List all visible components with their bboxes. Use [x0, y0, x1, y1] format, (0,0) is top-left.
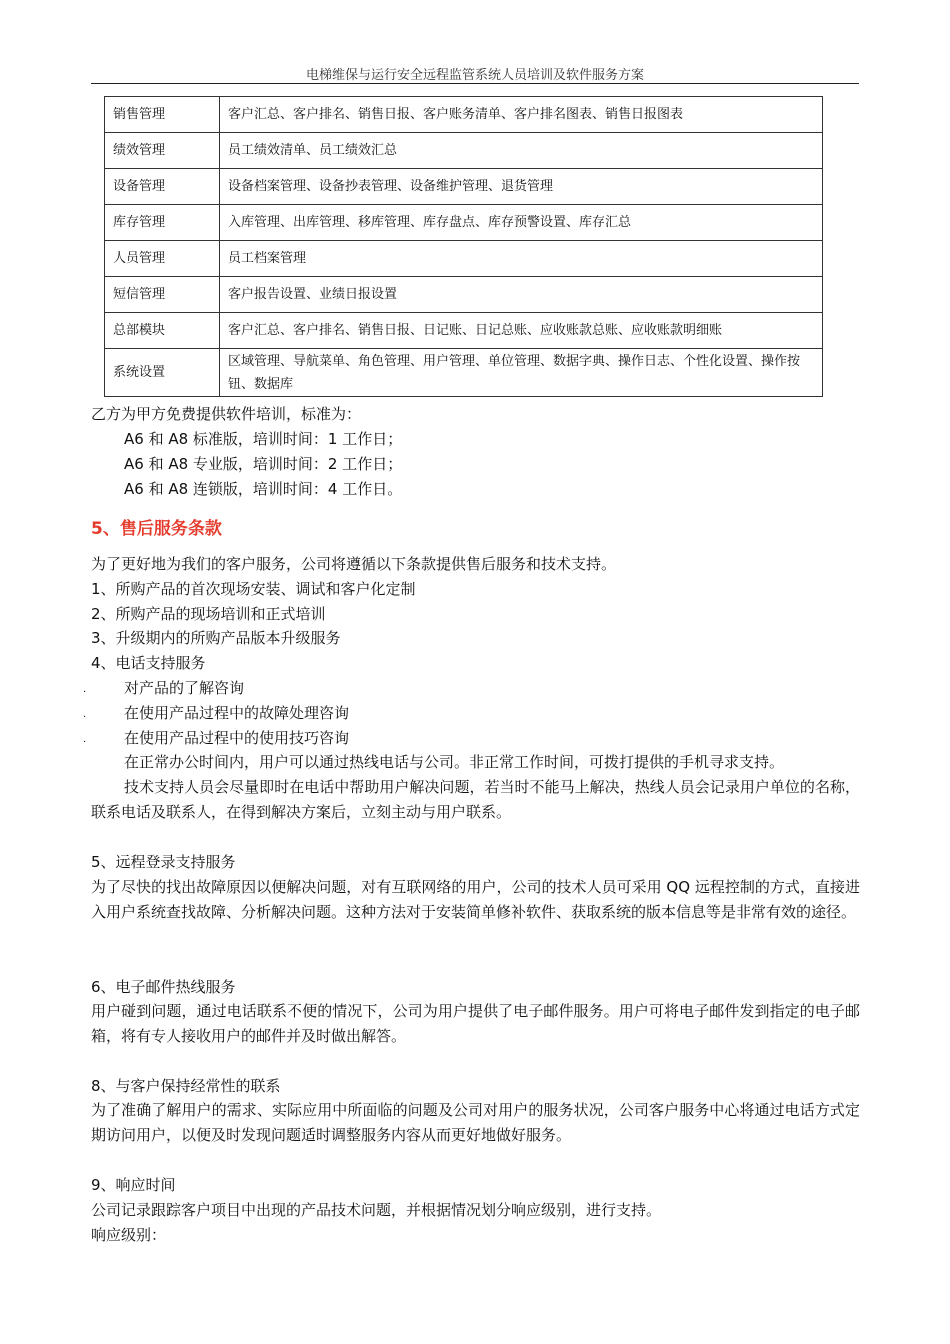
module-table	[104, 96, 823, 397]
list-item: 1、所购产品的首次现场安装、调试和客户化定制	[91, 580, 416, 598]
list-item: 4、电话支持服务	[91, 654, 206, 672]
email-body: 用户碰到问题，通过电话联系不便的情况下，公司为用户提供了电子邮件服务。用户可将电子邮件发到指定的电子邮箱，将有专人接收用户的邮件并及时做出解答。	[91, 1002, 860, 1045]
module-name: 总部模块	[105, 313, 220, 349]
section-heading: 5、售后服务条款	[91, 519, 222, 539]
table-row	[105, 277, 823, 313]
training-intro: 乙方为甲方免费提供软件培训，标准为：	[91, 405, 362, 423]
table-row	[105, 97, 823, 133]
module-name: 库存管理	[105, 205, 220, 241]
training-item: A6 和 A8 连锁版，培训时间：4 工作日。	[124, 480, 403, 498]
remote-body: 为了尽快的找出故障原因以便解决问题，对有互联网络的用户，公司的技术人员可采用 QQ 远程控制的方式，直接进入用户系统查找故障、分析解决问题。这种方法对于安装简单修补软件、获取系统的版本信息等是非常有效的途径。	[91, 878, 860, 921]
email-title: 6、电子邮件热线服务	[91, 978, 236, 996]
module-desc: 入库管理、出库管理、移库管理、库存盘点、库存预警设置、库存汇总	[220, 205, 823, 241]
section-intro: 为了更好地为我们的客户服务，公司将遵循以下条款提供售后服务和技术支持。	[91, 555, 617, 573]
module-name: 销售管理	[105, 97, 220, 133]
contact-body: 为了准确了解用户的需求、实际应用中所面临的问题及公司对用户的服务状况，公司客户服务中心将通过电话方式定期访问用户，以便及时发现问题适时调整服务内容从而更好地做好服务。	[91, 1101, 860, 1144]
bullet-dot: .	[83, 709, 87, 720]
module-desc: 员工绩效清单、员工绩效汇总	[220, 133, 823, 169]
table-row	[105, 205, 823, 241]
module-desc: 客户汇总、客户排名、销售日报、日记账、日记总账、应收账款总账、应收账款明细账	[220, 313, 823, 349]
list-item: 2、所购产品的现场培训和正式培训	[91, 605, 326, 623]
table-row	[105, 349, 823, 397]
phone-paragraph: 技术支持人员会尽量即时在电话中帮助用户解决问题，若当时不能马上解决，热线人员会记录用户单位的名称，联系电话及联系人，在得到解决方案后，立刻主动与用户联系。	[91, 778, 860, 821]
response-levels: 响应级别：	[91, 1226, 167, 1244]
table-row	[105, 241, 823, 277]
training-item: A6 和 A8 标准版，培训时间：1 工作日；	[124, 430, 403, 448]
table-row	[105, 133, 823, 169]
bullet-item: 在使用产品过程中的使用技巧咨询	[124, 729, 350, 747]
module-desc: 员工档案管理	[220, 241, 823, 277]
bullet-item: 对产品的了解咨询	[124, 679, 245, 697]
module-name: 绩效管理	[105, 133, 220, 169]
bullet-item: 在使用产品过程中的故障处理咨询	[124, 704, 350, 722]
bullet-dot: .	[83, 684, 87, 695]
bullet-dot: .	[83, 734, 87, 745]
list-item: 3、升级期内的所购产品版本升级服务	[91, 629, 341, 647]
module-name: 设备管理	[105, 169, 220, 205]
response-body: 公司记录跟踪客户项目中出现的产品技术问题，并根据情况划分响应级别，进行支持。	[91, 1201, 662, 1219]
module-name: 人员管理	[105, 241, 220, 277]
table-row	[105, 313, 823, 349]
module-name: 系统设置	[105, 349, 220, 397]
module-desc: 客户汇总、客户排名、销售日报、客户账务清单、客户排名图表、销售日报图表	[220, 97, 823, 133]
module-desc: 客户报告设置、业绩日报设置	[220, 277, 823, 313]
table-row	[105, 169, 823, 205]
module-desc: 设备档案管理、设备抄表管理、设备维护管理、退货管理	[220, 169, 823, 205]
remote-title: 5、远程登录支持服务	[91, 853, 236, 871]
module-desc: 区域管理、导航菜单、角色管理、用户管理、单位管理、数据字典、操作日志、个性化设置、操作按钮、数据库	[220, 349, 823, 397]
training-item: A6 和 A8 专业版，培训时间：2 工作日；	[124, 455, 403, 473]
phone-paragraph: 在正常办公时间内，用户可以通过热线电话与公司。非正常工作时间，可拨打提供的手机寻求支持。	[124, 753, 785, 771]
response-title: 9、响应时间	[91, 1176, 176, 1194]
header-divider	[91, 83, 859, 84]
contact-title: 8、与客户保持经常性的联系	[91, 1077, 281, 1095]
module-name: 短信管理	[105, 277, 220, 313]
page-header: 电梯维保与运行安全远程监管系统人员培训及软件服务方案	[305, 68, 644, 83]
